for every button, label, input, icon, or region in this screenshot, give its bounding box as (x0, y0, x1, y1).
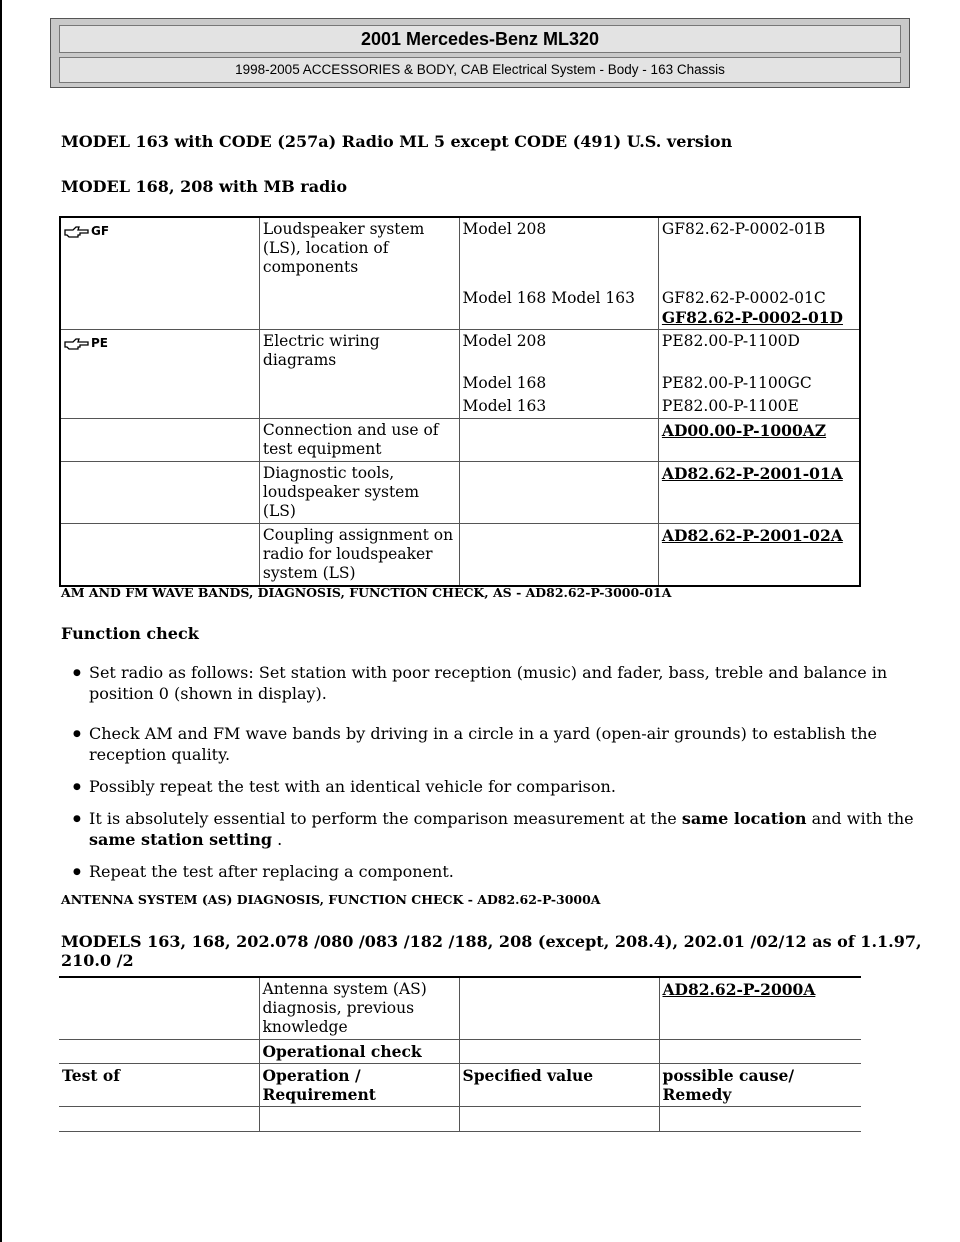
list-text: and with the (806, 809, 914, 828)
table-cell: Model 208 (459, 217, 658, 279)
column-header: Test of (59, 1064, 259, 1107)
page-left-rule (0, 0, 2, 1242)
table-cell (659, 1107, 861, 1132)
gf-icon-label: GF (91, 224, 110, 238)
pointing-hand-icon (64, 225, 90, 239)
table-cell (459, 977, 659, 1040)
table-cell (459, 1107, 659, 1132)
pointing-hand-icon (64, 337, 90, 351)
list-item (65, 808, 915, 850)
table-cell (259, 395, 459, 419)
table-cell (60, 330, 259, 373)
list-item: ● Repeat the test after replacing a component. (65, 861, 915, 882)
table-cell (459, 462, 658, 524)
table-cell: Model 208 (459, 330, 658, 373)
table-row (59, 1064, 861, 1107)
list-text: . (272, 830, 283, 849)
table-cell: Diagnostic tools, loudspeaker system (LS) (259, 462, 459, 524)
table-row (60, 462, 860, 524)
table-cell (60, 524, 259, 587)
connection-link[interactable]: AD00.00-P-1000AZ (658, 419, 860, 462)
table-row (60, 395, 860, 419)
heading-function-check: Function check (61, 624, 199, 643)
table-cell: PE82.00-P-1100GC (658, 372, 860, 395)
table-cell (60, 462, 259, 524)
table-cell: Connection and use of test equipment (259, 419, 459, 462)
emphasis-text: same location (681, 809, 807, 828)
list-item: ● Possibly repeat the test with an identical vehicle for comparison. (65, 776, 915, 797)
table-row (60, 372, 860, 395)
table-cell: Model 163 (459, 395, 658, 419)
table-cell (259, 372, 459, 395)
table-row (60, 419, 860, 462)
function-check-list (65, 662, 915, 893)
wiring-cell: Electric wiring diagrams (259, 330, 459, 373)
heading-am-fm: AM AND FM WAVE BANDS, DIAGNOSIS, FUNCTION CHECK, AS - AD82.62-P-3000-01A (61, 585, 672, 600)
reference-table (59, 216, 861, 587)
table-cell: Model 168 Model 163 (459, 279, 658, 330)
document-header (50, 18, 910, 88)
table-row (60, 217, 860, 279)
table-cell: Model 168 (459, 372, 658, 395)
heading-model-163: MODEL 163 with CODE (257a) Radio ML 5 except CODE (491) U.S. version (61, 132, 733, 151)
table-row (60, 330, 860, 373)
loudspeaker-cell: Loudspeaker system (LS), location of components (259, 217, 459, 279)
table-cell (259, 1107, 459, 1132)
diag-tools-link[interactable]: AD82.62-P-2001-01A (658, 462, 860, 524)
antenna-link[interactable]: AD82.62-P-2000A (659, 977, 861, 1040)
table-row (59, 977, 861, 1040)
table-cell (60, 419, 259, 462)
pe-icon-label: PE (91, 336, 108, 350)
header-title: 2001 Mercedes-Benz ML320 (59, 25, 901, 53)
table-cell (659, 1040, 861, 1064)
pe-link-icon[interactable] (64, 334, 108, 353)
table-cell: PE82.00-P-1100D (658, 330, 860, 373)
table-cell: Coupling assignment on radio for loudspeaker system (LS) (259, 524, 459, 587)
table-row (59, 1107, 861, 1132)
list-text: It is absolutely essential to perform the comparison measurement at the (89, 809, 682, 828)
table-cell (259, 279, 459, 330)
emphasis-text: same station setting (89, 830, 273, 849)
table-cell (60, 372, 259, 395)
heading-antenna-system: ANTENNA SYSTEM (AS) DIAGNOSIS, FUNCTION CHECK - AD82.62-P-3000A (61, 892, 601, 907)
gf-link-icon[interactable] (64, 222, 109, 241)
table-cell (60, 279, 259, 330)
table-cell (60, 395, 259, 419)
table-cell (658, 279, 860, 330)
table-cell (459, 524, 658, 587)
table-row (59, 1040, 861, 1064)
coupling-link[interactable]: AD82.62-P-2001-02A (658, 524, 860, 587)
heading-model-168-208: MODEL 168, 208 with MB radio (61, 177, 348, 196)
column-header: Specified value (459, 1064, 659, 1107)
table-cell (59, 977, 259, 1040)
table-cell (60, 217, 259, 279)
table-row (60, 524, 860, 587)
table-cell: PE82.00-P-1100E (658, 395, 860, 419)
operational-check-table (59, 976, 861, 1132)
table-cell (59, 1107, 259, 1132)
table-cell: GF82.62-P-0002-01B (658, 217, 860, 279)
list-item: ● Check AM and FM wave bands by driving in a circle in a yard (open-air grounds) to establish the reception quality. (65, 723, 915, 765)
table-cell (459, 419, 658, 462)
code-text: GF82.62-P-0002-01C (661, 289, 826, 307)
list-item: ● Set radio as follows: Set station with poor reception (music) and fader, bass, treble and balance in position 0 (shown in display). (65, 662, 915, 704)
heading-models: MODELS 163, 168, 202.078 /080 /083 /182 /188, 208 (except, 208.4), 202.01 /02/12 as of 1.1.97, 210.0 /2 (61, 932, 922, 970)
table-cell: Operational check (259, 1040, 459, 1064)
header-subtitle: 1998-2005 ACCESSORIES & BODY, CAB Electrical System - Body - 163 Chassis (59, 57, 901, 83)
table-cell: Antenna system (AS) diagnosis, previous knowledge (259, 977, 459, 1040)
table-cell (459, 1040, 659, 1064)
table-cell (59, 1040, 259, 1064)
gf-link[interactable]: GF82.62-P-0002-01D (661, 308, 843, 327)
table-row (60, 279, 860, 330)
column-header: Operation / Requirement (259, 1064, 459, 1107)
column-header: possible cause/ Remedy (659, 1064, 861, 1107)
